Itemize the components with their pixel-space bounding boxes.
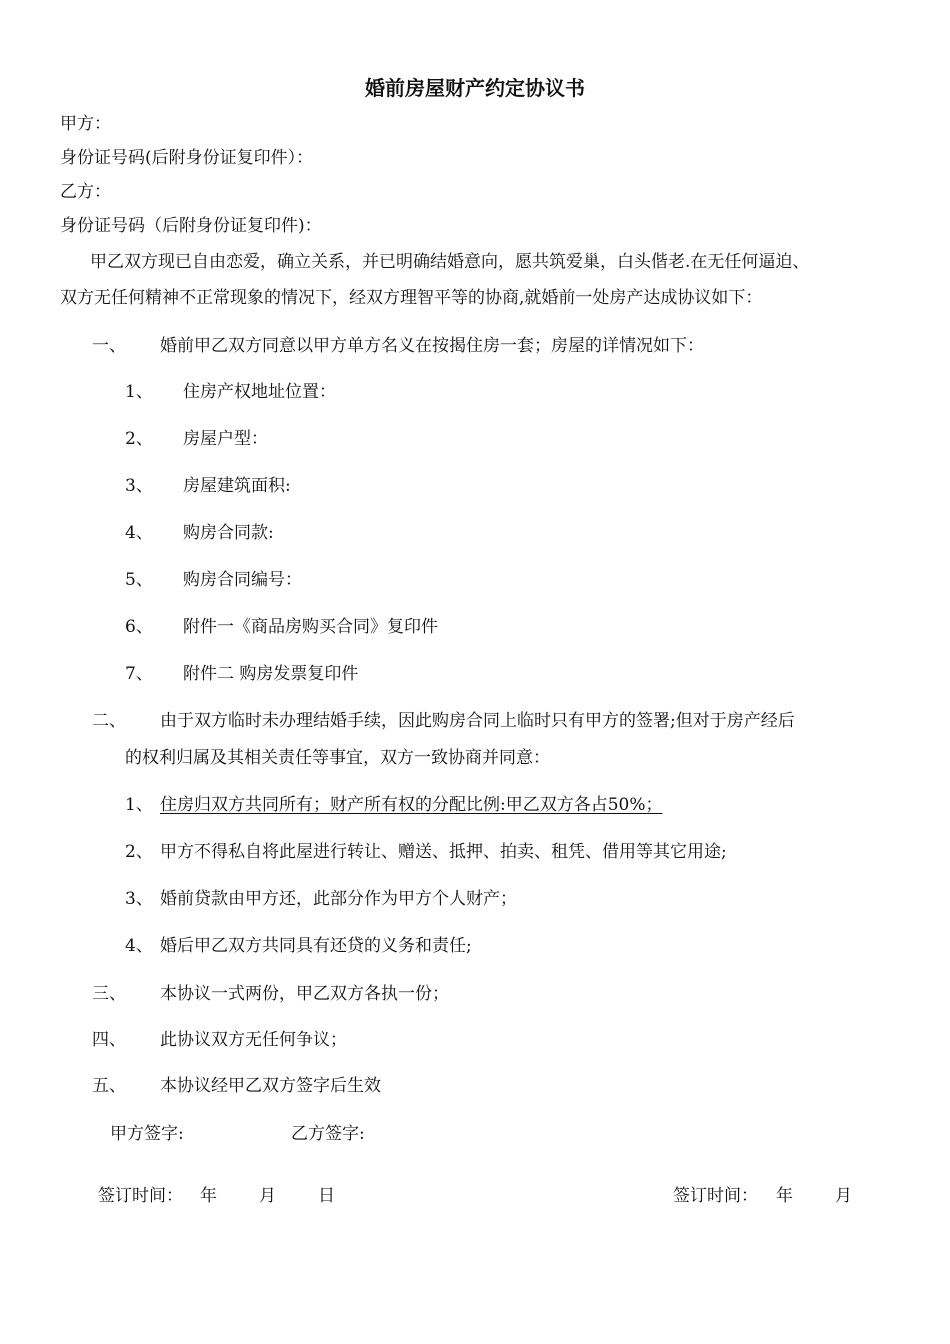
section-1-item-4-text: 购房合同款: <box>183 523 274 543</box>
section-1-item-3-number: 3、 <box>125 476 153 496</box>
section-4-number: 四、 <box>92 1030 126 1050</box>
signing-date-left-label: 签订时间： <box>98 1186 183 1206</box>
section-5-text: 本协议经甲乙双方签字后生效 <box>160 1076 381 1096</box>
section-2-item-4-number: 4、 <box>125 936 153 956</box>
party-a-signature-label: 甲方签字: <box>110 1124 184 1144</box>
signing-date-left-day: 日 <box>318 1186 335 1206</box>
section-1-item-2-text: 房屋户型： <box>183 429 268 449</box>
section-1-item-4-number: 4、 <box>125 523 153 543</box>
party-b-signature-label: 乙方签字: <box>291 1124 365 1144</box>
section-1-item-6-text: 附件一《商品房购买合同》复印件 <box>183 617 438 637</box>
section-2-item-3-text: 婚前贷款由甲方还，此部分作为甲方个人财产； <box>160 889 517 909</box>
section-1-text: 婚前甲乙双方同意以甲方单方名义在按揭住房一套；房屋的详情况如下： <box>160 336 704 356</box>
party-a-id-label: 身份证号码(后附身份证复印件）： <box>60 148 314 168</box>
section-3-text: 本协议一式两份，甲乙双方各执一份； <box>160 984 449 1004</box>
section-2-number: 二、 <box>92 711 126 731</box>
party-b-id-label: 身份证号码（后附身份证复印件)： <box>60 216 322 236</box>
signing-date-right-label: 签订时间： <box>673 1186 758 1206</box>
section-2-item-1-text: 住房归双方共同所有；财产所有权的分配比例:甲乙双方各占50%； <box>160 795 663 815</box>
party-b-label: 乙方： <box>60 182 111 202</box>
signing-date-left-month: 月 <box>259 1186 276 1206</box>
section-1-item-6-number: 6、 <box>125 617 153 637</box>
section-2-item-4-text: 婚后甲乙双方共同具有还贷的义务和责任; <box>160 936 472 956</box>
section-1-item-5-text: 购房合同编号： <box>183 570 302 590</box>
section-4-text: 此协议双方无任何争议； <box>160 1030 347 1050</box>
section-1-item-1-text: 住房产权地址位置： <box>183 382 336 402</box>
section-1-number: 一、 <box>92 336 126 356</box>
section-1-item-5-number: 5、 <box>125 570 153 590</box>
section-2-item-3-number: 3、 <box>125 889 153 909</box>
section-1-item-7-number: 7、 <box>125 664 153 684</box>
section-1-item-2-number: 2、 <box>125 429 153 449</box>
signing-date-right-year: 年 <box>776 1186 793 1206</box>
section-2-item-1-number: 1、 <box>125 795 153 815</box>
document-title: 婚前房屋财产约定协议书 <box>365 76 585 100</box>
section-5-number: 五、 <box>92 1076 126 1096</box>
intro-line-1: 甲乙双方现已自由恋爱，确立关系，并已明确结婚意向，愿共筑爱巢，白头偕老.在无任何逼迫、 <box>90 252 810 272</box>
section-2-line-1: 由于双方临时未办理结婚手续，因此购房合同上临时只有甲方的签署;但对于房产经后 <box>160 711 795 731</box>
signing-date-right-month: 月 <box>835 1186 852 1206</box>
section-1-item-1-number: 1、 <box>125 382 153 402</box>
section-2-item-2-number: 2、 <box>125 842 153 862</box>
intro-line-2: 双方无任何精神不正常现象的情况下，经双方理智平等的协商,就婚前一处房产达成协议如下： <box>60 288 763 308</box>
section-3-number: 三、 <box>92 984 126 1004</box>
signing-date-left-year: 年 <box>200 1186 217 1206</box>
section-1-item-7-text: 附件二 购房发票复印件 <box>183 664 359 684</box>
section-2-line-2: 的权利归属及其相关责任等事宜，双方一致协商并同意： <box>125 748 550 768</box>
section-1-item-3-text: 房屋建筑面积: <box>183 476 291 496</box>
party-a-label: 甲方： <box>60 114 111 134</box>
section-2-item-2-text: 甲方不得私自将此屋进行转让、赠送、抵押、拍卖、租凭、借用等其它用途; <box>160 842 727 862</box>
